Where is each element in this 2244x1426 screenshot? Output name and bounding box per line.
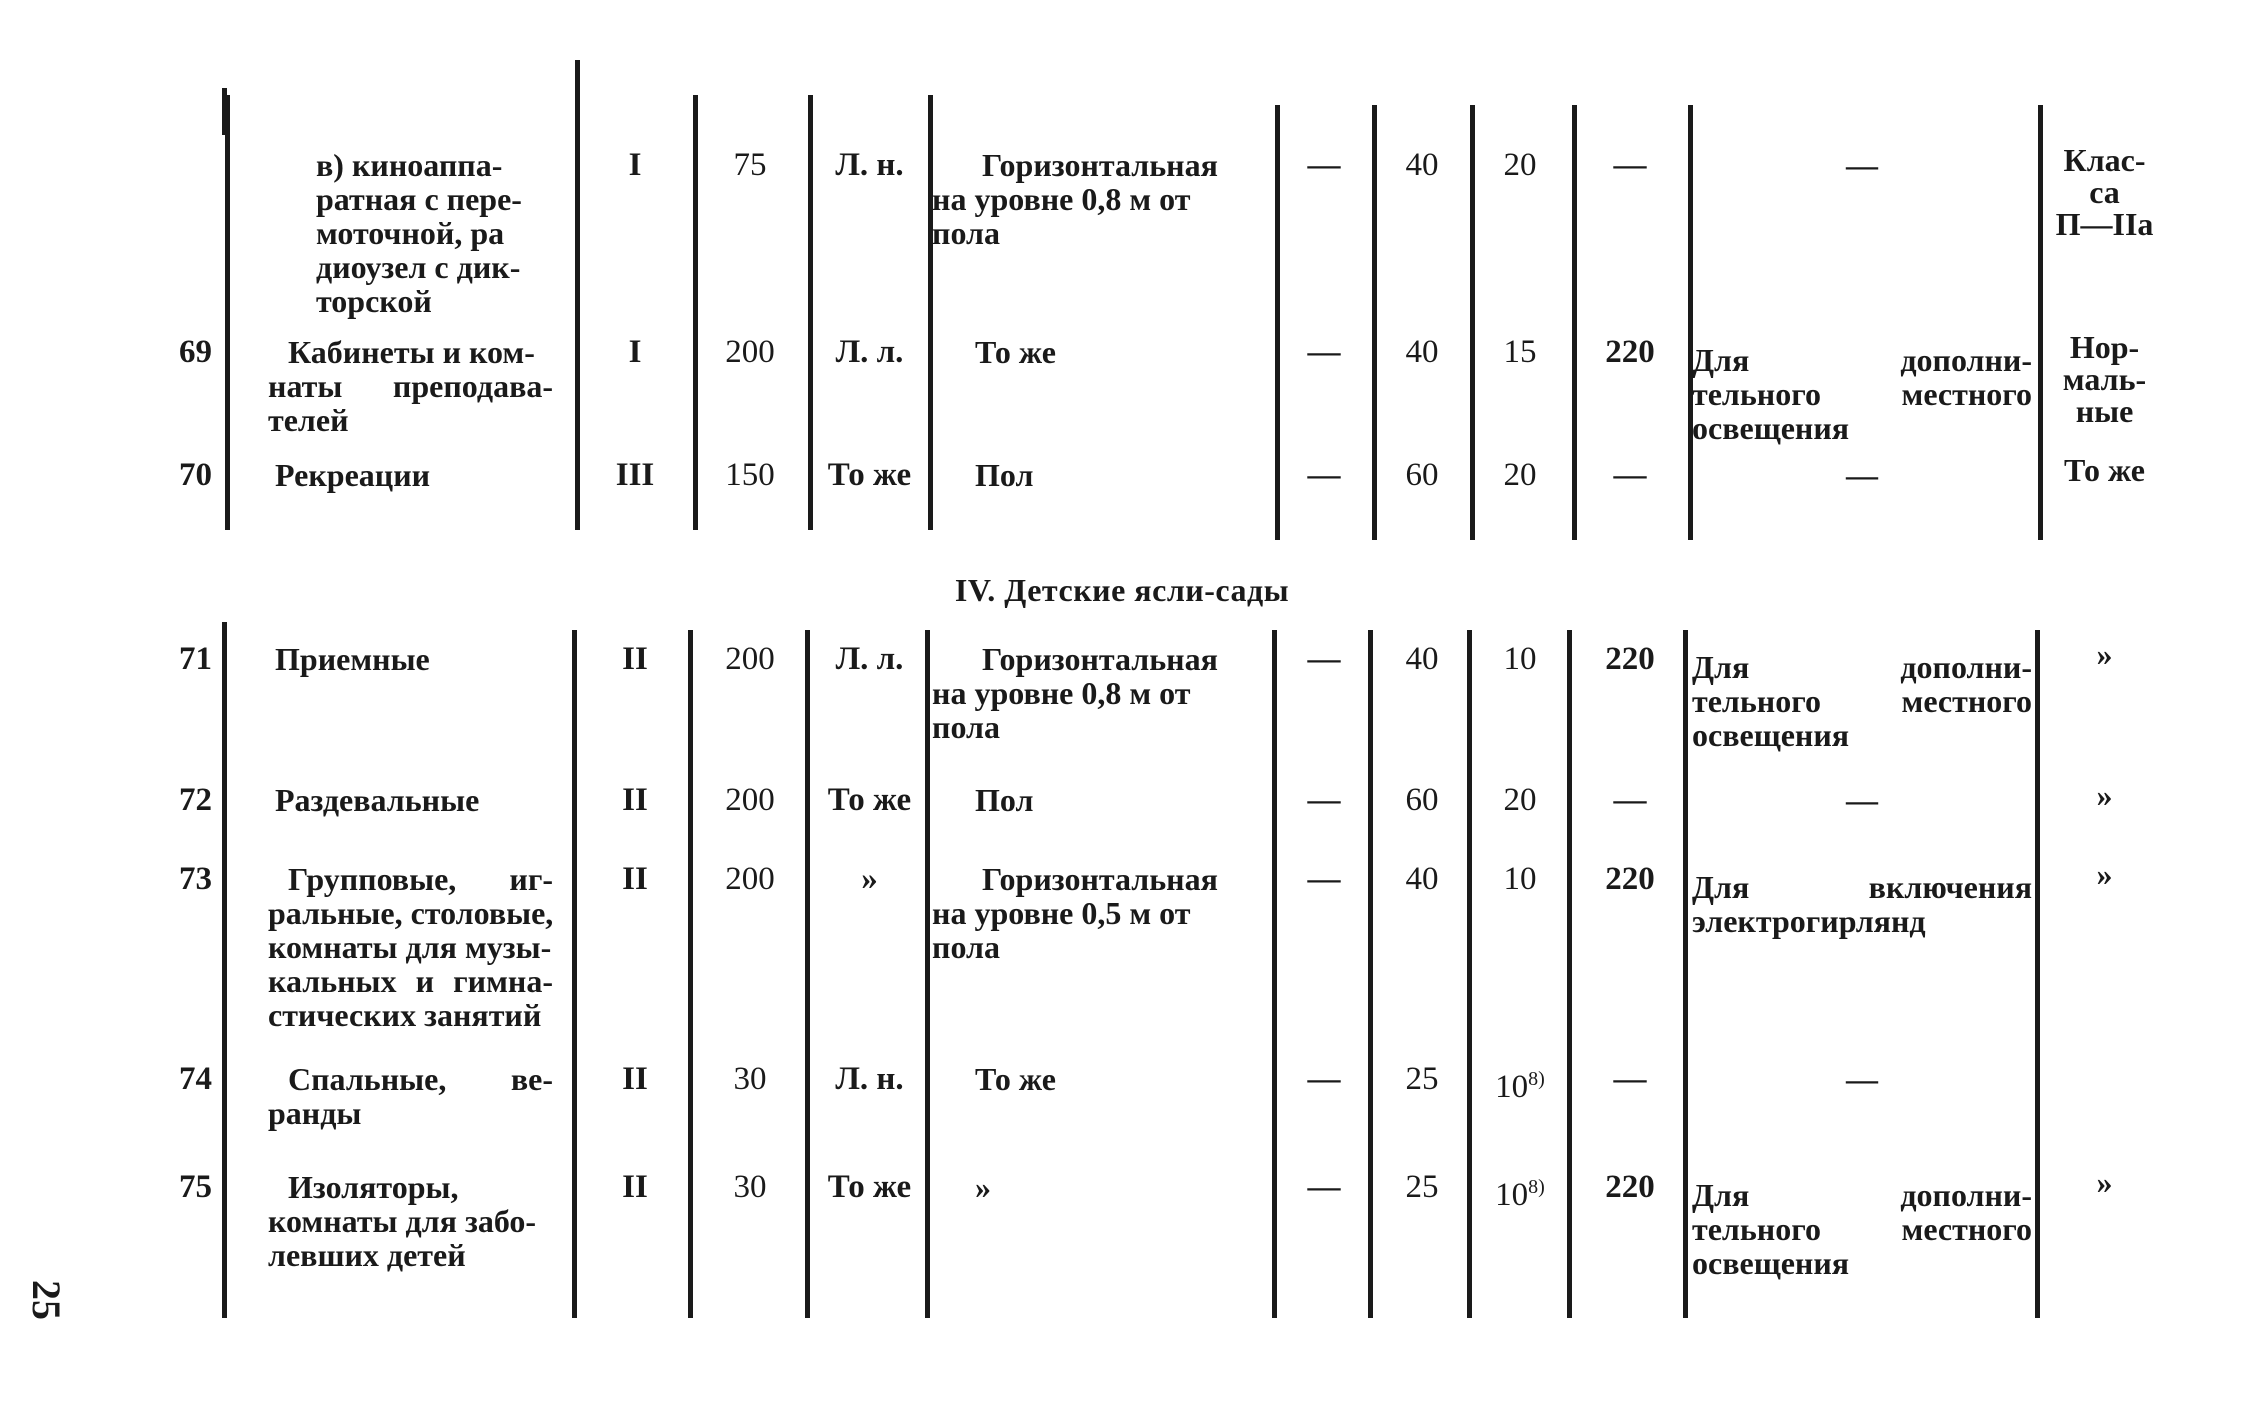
footnote-mark: 8)	[1528, 1176, 1545, 1198]
column-rule-top	[222, 88, 227, 135]
work-plane-line: Горизонтальная	[982, 861, 1218, 897]
note-line: освещения	[1692, 1245, 1850, 1281]
room-name	[275, 783, 560, 817]
environment-line: П—IIа	[2055, 206, 2154, 242]
column-rule-bottom	[572, 630, 577, 1318]
lamp-type: Л. н.	[835, 1061, 904, 1097]
note	[1692, 148, 2032, 182]
column-rule-bottom	[805, 630, 810, 1318]
lamp-type: То же	[827, 457, 912, 493]
illuminance-lux: 150	[725, 457, 775, 493]
note	[1692, 783, 2032, 817]
room-name-line: телей	[268, 402, 349, 438]
voltage: —	[1613, 457, 1647, 493]
illuminance-lux: 200	[725, 334, 775, 370]
work-plane	[975, 1170, 1305, 1204]
environment-line: Нор-	[2069, 329, 2140, 365]
footnote-mark: 8)	[1528, 1068, 1545, 1090]
environment	[2042, 1166, 2167, 1198]
room-name-line: ранды	[268, 1095, 362, 1131]
note-line: освещения	[1692, 410, 1850, 446]
column-rule-bottom	[1368, 630, 1373, 1318]
environment-line: То же	[2064, 452, 2145, 488]
environment-line: са	[2089, 174, 2120, 210]
column-rule-bottom	[925, 630, 930, 1318]
illuminance-lux: 200	[725, 641, 775, 677]
room-name-line: в) киноаппа-	[316, 147, 503, 183]
lamp-type: »	[861, 861, 878, 897]
voltage: —	[1613, 1061, 1647, 1097]
note-line: тельного местного	[1692, 683, 2032, 719]
column-rule-bottom	[688, 630, 693, 1318]
lighting-category: III	[615, 457, 655, 493]
column-rule-bottom	[222, 622, 227, 1318]
environment-line: »	[2096, 856, 2113, 892]
work-plane-line: Горизонтальная	[982, 147, 1218, 183]
value-a: 40	[1405, 334, 1439, 370]
room-name-line: левших детей	[268, 1237, 466, 1273]
note-line: тельного местного	[1692, 1211, 2032, 1247]
room-name-line: Приемные	[275, 641, 430, 677]
row-number: 73	[179, 861, 212, 897]
voltage: —	[1613, 782, 1647, 818]
note	[1692, 458, 2032, 492]
work-plane	[932, 862, 1262, 964]
lighting-category: I	[628, 334, 642, 370]
environment-line: ные	[2075, 393, 2134, 429]
room-name-line: ральные, столовые,	[268, 895, 554, 931]
dash-value: —	[1307, 147, 1341, 183]
environment-line: »	[2096, 1164, 2113, 1200]
note-line: освещения	[1692, 717, 1850, 753]
column-rule-bottom	[2035, 630, 2040, 1318]
value-b: 10	[1503, 861, 1537, 897]
note-line: —	[1846, 782, 1878, 818]
note	[1692, 1062, 2032, 1096]
row-number: 72	[179, 782, 212, 818]
work-plane	[932, 642, 1262, 744]
value-b: 15	[1503, 334, 1537, 370]
value-a: 25	[1405, 1061, 1439, 1097]
column-rule-bottom	[1567, 630, 1572, 1318]
room-name-line: стических занятий	[268, 997, 542, 1033]
dash-value: —	[1307, 861, 1341, 897]
environment	[2042, 638, 2167, 670]
note-line: —	[1846, 147, 1878, 183]
environment-line: »	[2096, 636, 2113, 672]
illuminance-lux: 200	[725, 782, 775, 818]
row-number: 74	[179, 1061, 212, 1097]
environment-line: »	[2096, 777, 2113, 813]
dash-value: —	[1307, 641, 1341, 677]
note-line: Для дополни-	[1692, 342, 2032, 378]
dash-value: —	[1307, 334, 1341, 370]
illuminance-lux: 75	[733, 147, 767, 183]
work-plane-line: на уровне 0,8 м от	[932, 675, 1191, 711]
room-name-line: наты преподава-	[268, 368, 553, 404]
dash-value: —	[1307, 1061, 1341, 1097]
work-plane	[975, 458, 1305, 492]
value-b: 10$^{8)}$	[1495, 1068, 1545, 1105]
room-name-line: комнаты для музы-	[268, 929, 552, 965]
room-name-line: моточной, ра	[316, 215, 505, 251]
environment-line: Клас-	[2063, 142, 2146, 178]
column-rule-top	[693, 95, 698, 530]
dash-value: —	[1307, 457, 1341, 493]
lamp-type: То же	[827, 1169, 912, 1205]
voltage: 220	[1605, 1169, 1655, 1205]
column-rule-top	[225, 95, 230, 530]
work-plane-line: на уровне 0,8 м от	[932, 181, 1191, 217]
environment	[2042, 779, 2167, 811]
room-name-line: Изоляторы,	[288, 1169, 459, 1205]
room-name-line: торской	[316, 283, 432, 319]
value-a: 25	[1405, 1169, 1439, 1205]
column-rule-bottom	[1467, 630, 1472, 1318]
room-name	[268, 335, 553, 437]
note-line: Для дополни-	[1692, 649, 2032, 685]
room-name	[316, 148, 561, 318]
work-plane-line: пола	[932, 709, 1000, 745]
note-line: электрогирлянд	[1692, 903, 1926, 939]
voltage: —	[1613, 147, 1647, 183]
note-line: Для включения	[1692, 869, 2032, 905]
work-plane	[975, 783, 1305, 817]
environment	[2042, 331, 2167, 427]
work-plane-line: Горизонтальная	[982, 641, 1218, 677]
lighting-category: II	[622, 782, 648, 818]
room-name	[268, 1062, 553, 1130]
room-name-line: кальных и гимна-	[268, 963, 553, 999]
lighting-category: I	[628, 147, 642, 183]
value-a: 40	[1405, 147, 1439, 183]
lamp-type: Л. н.	[835, 147, 904, 183]
note-line: —	[1846, 1061, 1878, 1097]
lighting-category: II	[622, 1061, 648, 1097]
value-b: 10	[1503, 641, 1537, 677]
voltage: 220	[1605, 334, 1655, 370]
room-name	[268, 1170, 553, 1272]
row-number: 75	[179, 1169, 212, 1205]
value-a: 40	[1405, 861, 1439, 897]
value-a: 60	[1405, 782, 1439, 818]
note	[1692, 650, 2032, 752]
work-plane	[975, 335, 1305, 369]
work-plane	[975, 1062, 1305, 1096]
voltage: 220	[1605, 861, 1655, 897]
room-name-line: ратная с пере-	[316, 181, 522, 217]
lamp-type: То же	[827, 782, 912, 818]
work-plane-line: Пол	[975, 457, 1034, 493]
page-number: 25	[24, 1280, 69, 1320]
lighting-category: II	[622, 641, 648, 677]
work-plane-line: То же	[975, 1061, 1056, 1097]
value-a: 60	[1405, 457, 1439, 493]
lighting-category: II	[622, 861, 648, 897]
work-plane-line: пола	[932, 929, 1000, 965]
room-name-line: комнаты для забо-	[268, 1203, 537, 1239]
room-name-line: диоузел с дик-	[316, 249, 521, 285]
value-b: 10$^{8)}$	[1495, 1176, 1545, 1213]
note-line: тельного местного	[1692, 376, 2032, 412]
column-rule-bottom	[1683, 630, 1688, 1318]
work-plane-line: »	[975, 1169, 991, 1205]
voltage: 220	[1605, 641, 1655, 677]
dash-value: —	[1307, 1169, 1341, 1205]
room-name	[275, 458, 560, 492]
lamp-type: Л. л.	[835, 641, 904, 677]
illuminance-lux: 30	[733, 1061, 767, 1097]
room-name-line: Спальные, ве-	[288, 1061, 553, 1097]
work-plane-line: Пол	[975, 782, 1034, 818]
room-name	[275, 642, 560, 676]
row-number: 70	[179, 457, 212, 493]
environment	[2042, 858, 2167, 890]
environment	[2042, 144, 2167, 240]
column-rule-bottom	[1272, 630, 1277, 1318]
environment	[2042, 454, 2167, 486]
value-b: 20	[1503, 782, 1537, 818]
room-name	[268, 862, 553, 1032]
lamp-type: Л. л.	[835, 334, 904, 370]
row-number: 71	[179, 641, 212, 677]
room-name-line: Кабинеты и ком-	[288, 334, 535, 370]
work-plane-line: пола	[932, 215, 1000, 251]
section-title: IV. Детские ясли-сады	[954, 572, 1290, 608]
room-name-line: Рекреации	[275, 457, 431, 493]
room-name-line: Групповые, иг-	[288, 861, 553, 897]
note-line: —	[1846, 457, 1878, 493]
value-b: 20	[1503, 457, 1537, 493]
illuminance-lux: 200	[725, 861, 775, 897]
note	[1692, 870, 2032, 938]
work-plane	[932, 148, 1262, 250]
environment-line: маль-	[2062, 361, 2147, 397]
note	[1692, 343, 2032, 445]
work-plane-line: То же	[975, 334, 1056, 370]
lighting-category: II	[622, 1169, 648, 1205]
dash-value: —	[1307, 782, 1341, 818]
note-line: Для дополни-	[1692, 1177, 2032, 1213]
room-name-line: Раздевальные	[275, 782, 480, 818]
row-number: 69	[179, 334, 212, 370]
value-a: 40	[1405, 641, 1439, 677]
value-b: 20	[1503, 147, 1537, 183]
work-plane-line: на уровне 0,5 м от	[932, 895, 1191, 931]
note	[1692, 1178, 2032, 1280]
illuminance-lux: 30	[733, 1169, 767, 1205]
